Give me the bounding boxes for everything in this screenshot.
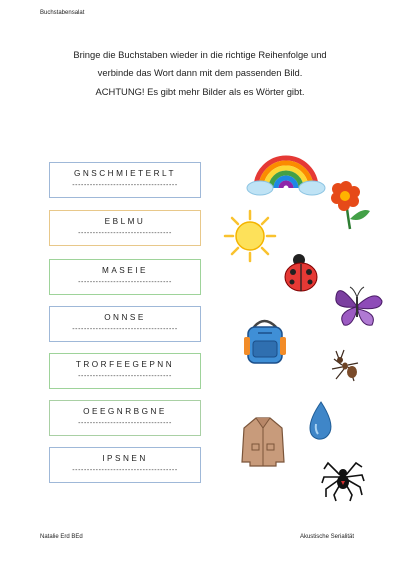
scrambled-word: EBLMU bbox=[104, 217, 146, 226]
answer-line[interactable]: -------------------------------- bbox=[78, 420, 172, 427]
ladybug-icon[interactable] bbox=[278, 252, 324, 294]
answer-line[interactable]: ------------------------------------ bbox=[72, 326, 178, 333]
word-box-2[interactable] bbox=[49, 210, 201, 246]
footer-subject: Akustische Serialität bbox=[299, 534, 354, 540]
instruction-warning: ACHTUNG! Es gibt mehr Bilder als es Wörter gibt. bbox=[95, 86, 305, 97]
spider-icon[interactable] bbox=[320, 455, 366, 503]
scrambled-word: IPSNEN bbox=[102, 454, 148, 463]
backpack-icon[interactable] bbox=[238, 315, 292, 367]
word-box-4[interactable] bbox=[49, 306, 201, 342]
answer-line[interactable]: -------------------------------- bbox=[78, 279, 172, 286]
scrambled-word: MASEIE bbox=[102, 266, 148, 275]
word-box-1[interactable] bbox=[49, 162, 201, 198]
butterfly-icon[interactable] bbox=[330, 283, 386, 329]
jacket-icon[interactable] bbox=[238, 414, 288, 468]
word-box-3[interactable] bbox=[49, 259, 201, 295]
flower-icon[interactable] bbox=[328, 179, 374, 231]
scrambled-word: OEEGNRBGNE bbox=[83, 407, 167, 416]
scrambled-word: GNSCHMIETERLT bbox=[74, 169, 176, 178]
answer-line[interactable]: ------------------------------------ bbox=[72, 182, 178, 189]
word-box-6[interactable] bbox=[49, 400, 201, 436]
answer-line[interactable]: ------------------------------------ bbox=[72, 467, 178, 474]
rainbow-icon[interactable] bbox=[246, 152, 326, 196]
raindrop-icon[interactable] bbox=[304, 400, 338, 442]
sun-icon[interactable] bbox=[223, 209, 277, 263]
header-label: Buchstabensalat bbox=[40, 10, 85, 16]
answer-line[interactable]: -------------------------------- bbox=[78, 373, 172, 380]
answer-line[interactable]: -------------------------------- bbox=[78, 230, 172, 237]
footer-author: Natalie Erd BEd bbox=[40, 534, 83, 540]
scrambled-word: ONNSE bbox=[104, 313, 146, 322]
instruction-line-1: Bringe die Buchstaben wieder in die richtige Reihenfolge und bbox=[73, 49, 327, 60]
word-box-7[interactable] bbox=[49, 447, 201, 483]
instruction-line-2: verbinde das Wort dann mit dem passenden Bild. bbox=[97, 67, 303, 78]
word-box-5[interactable] bbox=[49, 353, 201, 389]
ant-icon[interactable] bbox=[328, 349, 366, 389]
scrambled-word: TRORFEEGEPNN bbox=[75, 360, 175, 369]
